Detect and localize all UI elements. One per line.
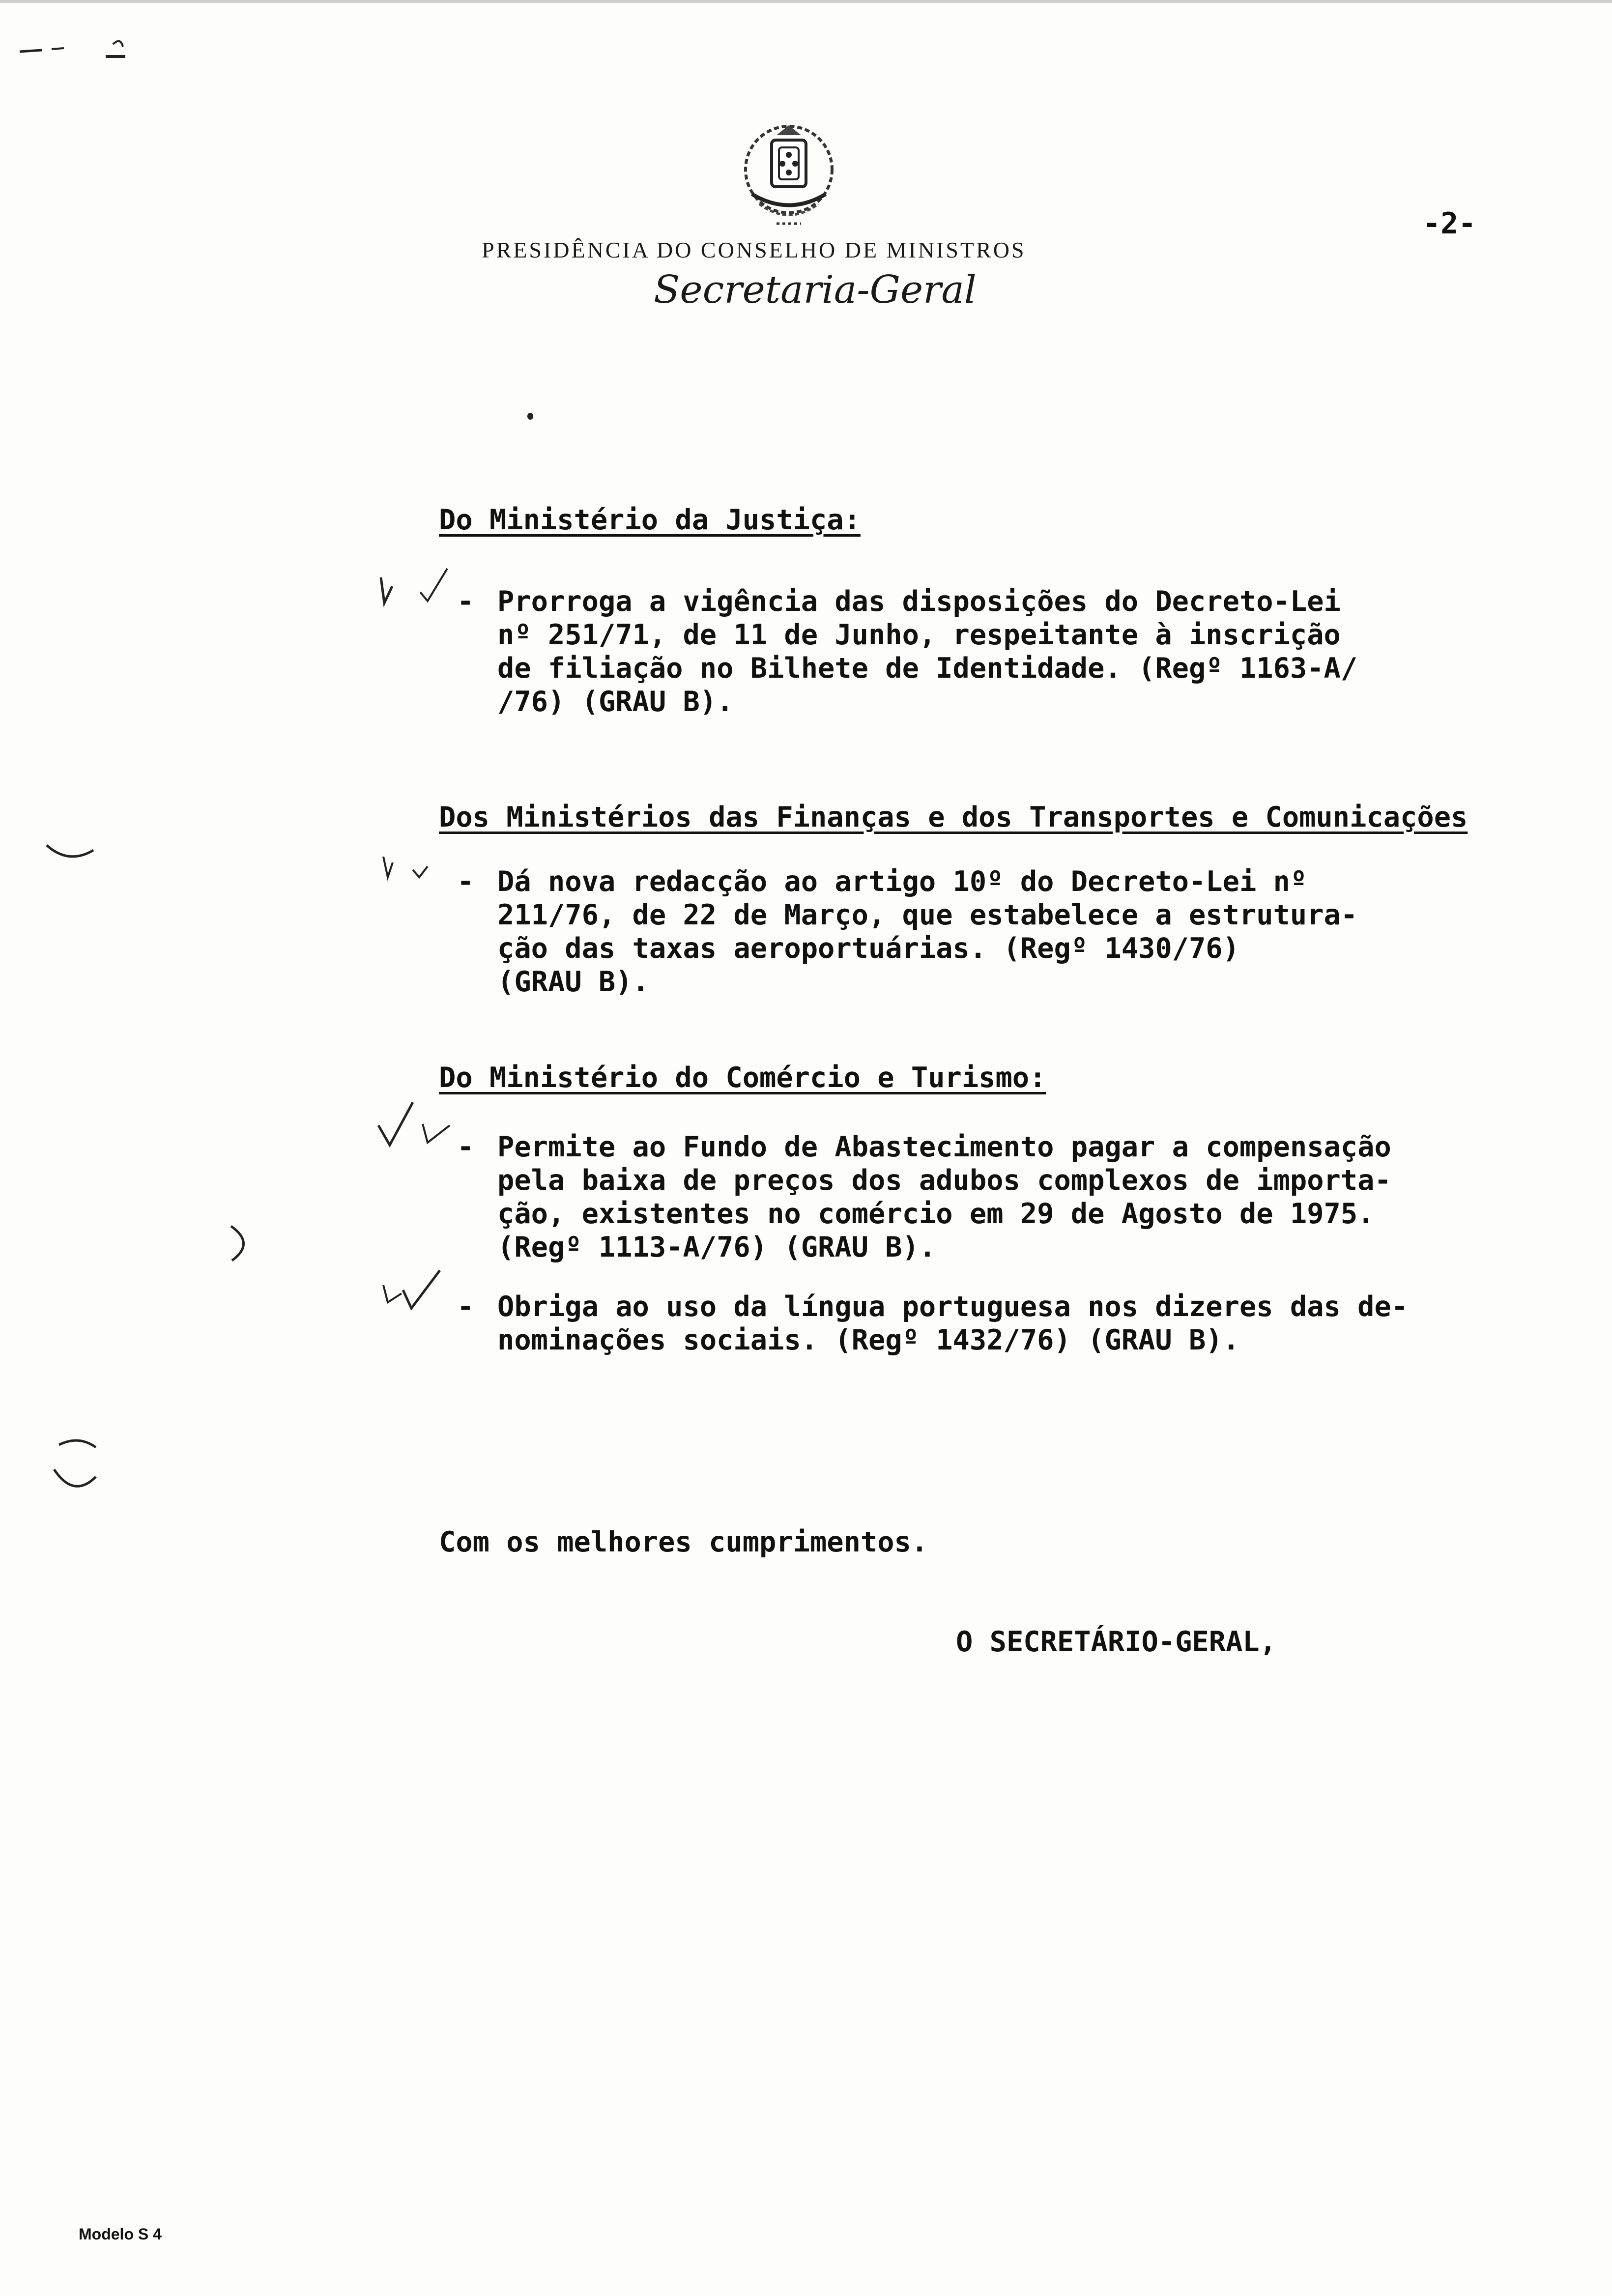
corner-mark-icon	[15, 29, 133, 64]
item-dash: -	[457, 1291, 474, 1323]
item-line: de filiação no Bilhete de Identidade. (Regº 1163-A/	[497, 652, 1358, 685]
handwritten-check-icon	[378, 563, 452, 609]
list-item	[457, 865, 1538, 1012]
list-item	[457, 1290, 1563, 1369]
item-dash: -	[457, 585, 474, 618]
handwritten-check-icon	[381, 853, 440, 887]
margin-arc-icon	[49, 1435, 103, 1499]
margin-arc-icon	[44, 840, 98, 870]
item-dash: -	[457, 1131, 474, 1163]
section-heading-justica: Do Ministério da Justiça:	[439, 504, 861, 536]
item-line: Dá nova redacção ao artigo 10º do Decreto-Lei nº	[497, 865, 1307, 898]
office-title: PRESIDÊNCIA DO CONSELHO DE MINISTROS	[482, 237, 1026, 262]
list-item	[457, 585, 1538, 732]
item-line: ção das taxas aeroportuárias. (Regº 1430/76)	[497, 932, 1239, 965]
item-line: 211/76, de 22 de Março, que estabelece a estrutura-	[497, 899, 1358, 931]
item-line: (Regº 1113-A/76) (GRAU B).	[497, 1231, 936, 1263]
item-line: nominações sociais. (Regº 1432/76) (GRAU B).	[497, 1324, 1239, 1356]
top-rule	[0, 0, 1612, 3]
margin-arc-icon	[226, 1224, 256, 1263]
item-line: /76) (GRAU B).	[497, 686, 734, 718]
closing-line: Com os melhores cumprimentos.	[439, 1526, 928, 1558]
signature-title: O SECRETÁRIO-GERAL,	[956, 1626, 1277, 1658]
page-number: -2-	[1423, 206, 1476, 241]
item-line: Permite ao Fundo de Abastecimento pagar a compensação	[497, 1131, 1391, 1163]
item-line: ção, existentes no comércio em 29 de Agosto de 1975.	[497, 1198, 1375, 1230]
item-dash: -	[457, 865, 474, 898]
section-heading-comercio: Do Ministério do Comércio e Turismo:	[439, 1062, 1046, 1094]
ink-dot	[527, 413, 533, 420]
office-subtitle: Secretaria-Geral	[654, 268, 977, 312]
form-model-label: Modelo S 4	[79, 2225, 162, 2243]
handwritten-check-icon	[381, 1268, 455, 1317]
item-line: (GRAU B).	[497, 966, 649, 998]
list-item	[457, 1130, 1563, 1278]
coat-of-arms-icon	[727, 111, 850, 248]
section-heading-financas: Dos Ministérios das Finanças e dos Transportes e Comunicações	[439, 801, 1468, 833]
item-line: Prorroga a vigência das disposições do Decreto-Lei	[497, 585, 1341, 618]
item-line: nº 251/71, de 11 de Junho, respeitante à inscrição	[497, 619, 1341, 651]
item-line: Obriga ao uso da língua portuguesa nos dizeres das de-	[497, 1291, 1409, 1323]
item-line: pela baixa de preços dos adubos complexos de importa-	[497, 1164, 1391, 1197]
handwritten-check-icon	[376, 1098, 464, 1152]
